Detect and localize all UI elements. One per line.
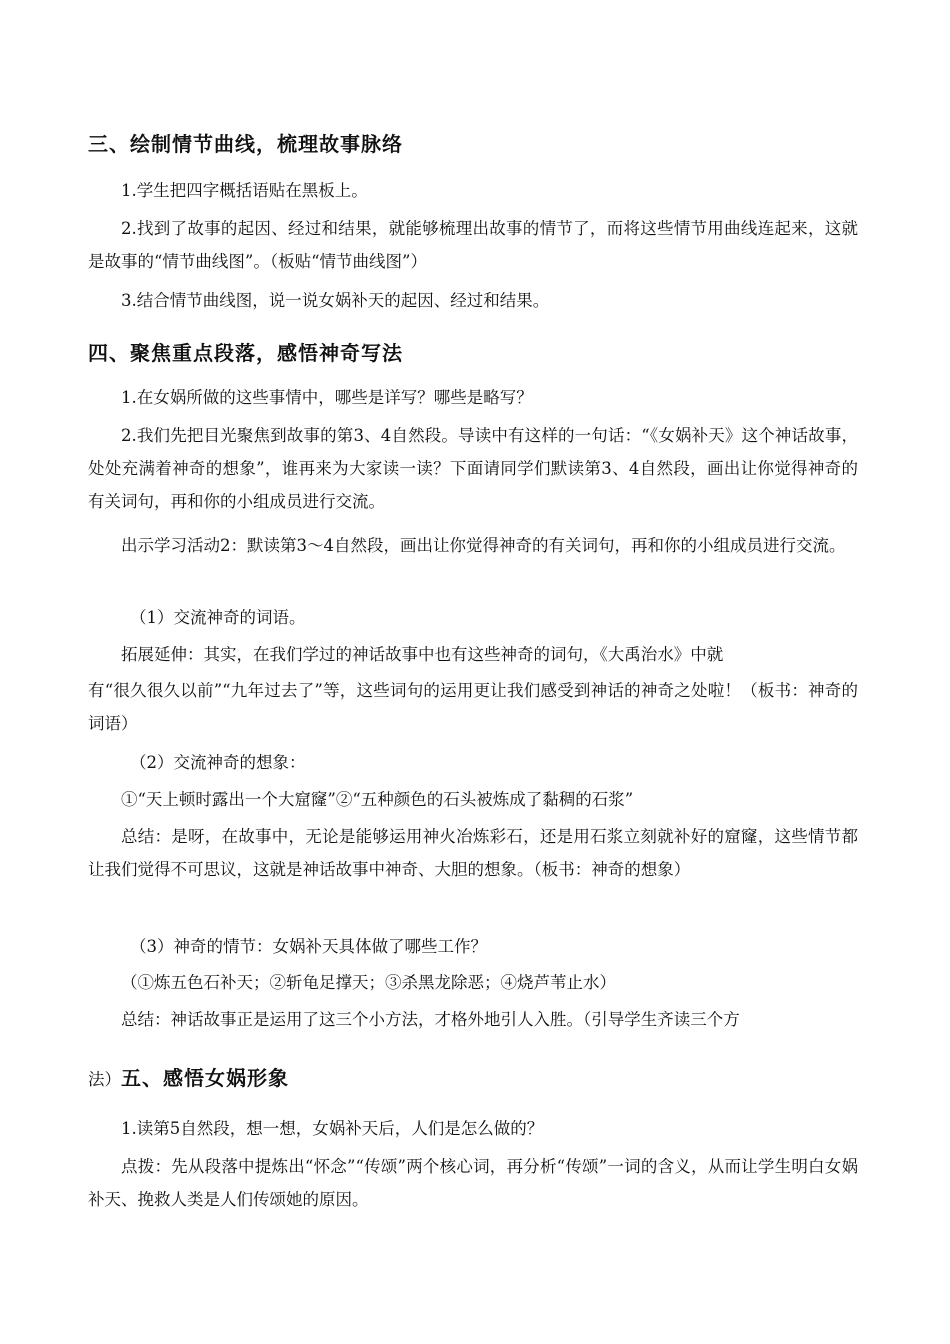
section-4-summary-1: 总结：是呀，在故事中，无论是能够运用神火冶炼彩石，还是用石浆立刻就补好的窟窿，这些情节都让我们觉得不可思议，这就是神话故事中神奇、大胆的想象。（板书：神奇的想象） <box>88 827 858 879</box>
section-4-heading: 四、聚焦重点段落，感悟神奇写法 <box>88 341 403 365</box>
section-5-paragraph-2: 点拨：先从段落中提炼出“怀念”“传颂”两个核心词，再分析“传颂”一词的含义，从而让学生明白女娲补天、挽救人类是人们传颂她的原因。 <box>88 1157 858 1209</box>
section-4-paragraph-2: 2.我们先把目光聚焦到故事的第3、4自然段。导读中有这样的一句话：“《女娲补天》这个神话故事，处处充满着神奇的想象”，谁再来为大家读一读？下面请同学们默读第3、4自然段，画出让你觉得神奇的有关词句，再和你的小组成员进行交流。 <box>88 426 858 511</box>
section-4-item-1: （1）交流神奇的词语。 <box>130 608 306 627</box>
section-5-heading: 五、感悟女娲形象 <box>121 1066 289 1090</box>
section-4-quotes: ①“天上顿时露出一个大窟窿”②“五种颜色的石头被炼成了黏稠的石浆” <box>121 790 634 809</box>
section-4-paragraph-1: 1.在女娲所做的这些事情中，哪些是详写？哪些是略写？ <box>121 388 533 407</box>
section-5-heading-line <box>88 1062 858 1096</box>
section-4-item-3: （3）神奇的情节：女娲补天具体做了哪些工作？ <box>130 937 487 956</box>
section-4-plot-list: （①炼五色石补天；②斩龟足撑天；③杀黑龙除恶；④烧芦苇止水） <box>121 973 616 992</box>
section-3-heading: 三、绘制情节曲线，梳理故事脉络 <box>88 132 403 156</box>
section-4-summary-2: 总结：神话故事正是运用了这三个小方法，才格外地引人入胜。（引导学生齐读三个方 <box>121 1010 740 1029</box>
section-4-item-2: （2）交流神奇的想象： <box>130 753 306 772</box>
section-3-paragraph-2: 2.找到了故事的起因、经过和结果，就能够梳理出故事的情节了，而将这些情节用曲线连起来，这就是故事的“情节曲线图”。（板贴“情节曲线图”） <box>88 219 858 271</box>
section-5-paragraph-1: 1.读第5自然段，想一想，女娲补天后，人们是怎么做的？ <box>121 1119 544 1138</box>
section-3-paragraph-3: 3.结合情节曲线图，说一说女娲补天的起因、经过和结果。 <box>121 291 550 310</box>
section-4-extension-line-1: 拓展延伸：其实，在我们学过的神话故事中也有这些神奇的词句，《大禹治水》中就 <box>121 645 724 664</box>
section-4-summary-2-end: 法） <box>88 1070 121 1089</box>
section-4-activity: 出示学习活动2：默读第3～4自然段，画出让你觉得神奇的有关词句，再和你的小组成员进行交流。 <box>121 536 846 555</box>
section-4-extension-line-2: 有“很久很久以前”“九年过去了”等，这些词句的运用更让我们感受到神话的神奇之处啦！（板书：神奇的词语） <box>88 681 858 733</box>
section-3-paragraph-1: 1.学生把四字概括语贴在黑板上。 <box>121 181 368 200</box>
